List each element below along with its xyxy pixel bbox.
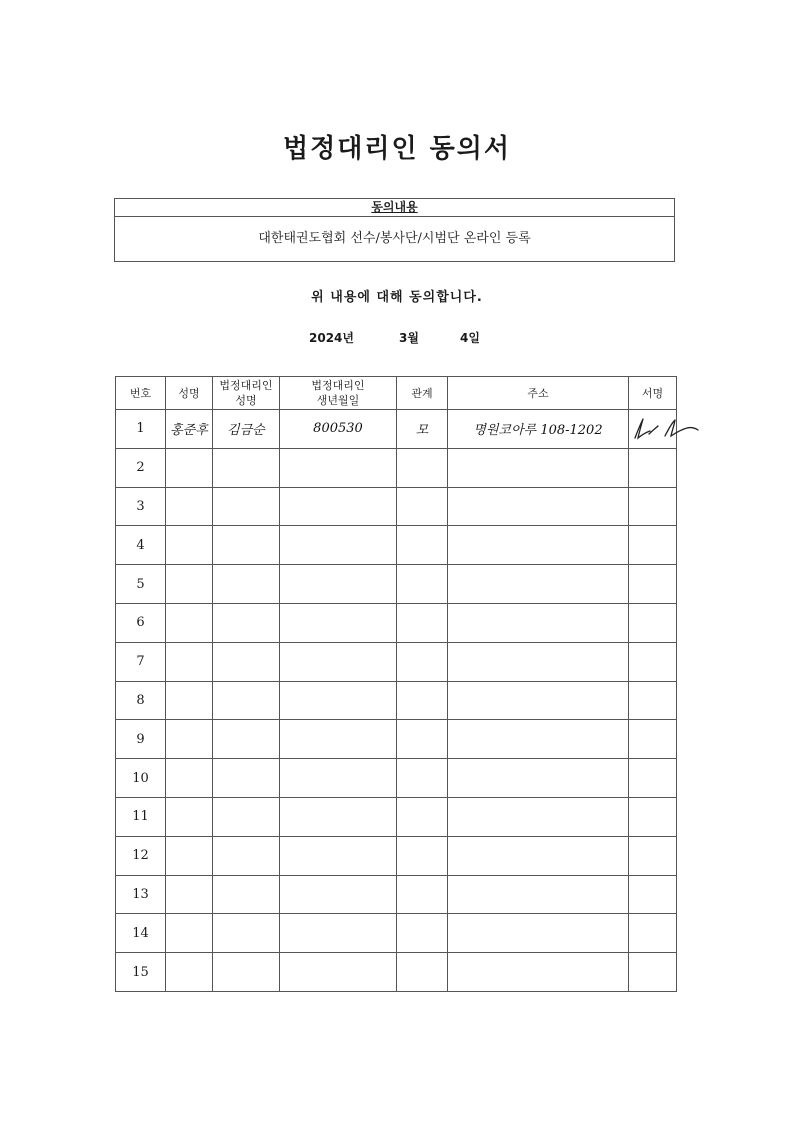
cell-relation [397,565,448,604]
cell-guardian-name [213,759,280,798]
cell-address [448,914,629,953]
cell-address [448,836,629,875]
cell-signature [629,797,677,836]
cell-relation [397,642,448,681]
cell-name [166,642,213,681]
cell-signature [629,603,677,642]
cell-guardian-birth [280,565,397,604]
cell-guardian-name [213,875,280,914]
cell-relation [397,759,448,798]
header-signature: 서명 [629,377,677,410]
cell-no: 10 [116,759,166,798]
cell-relation [397,720,448,759]
cell-name: 홍준후 [166,410,213,449]
cell-no: 12 [116,836,166,875]
cell-signature [629,759,677,798]
table-row [116,953,677,992]
cell-relation [397,448,448,487]
consent-header [115,199,674,217]
cell-no: 8 [116,681,166,720]
cell-name [166,914,213,953]
cell-relation [397,797,448,836]
cell-relation [397,875,448,914]
header-guardian-name-line1: 법정대리인 [219,379,273,392]
cell-name [166,565,213,604]
cell-relation [397,526,448,565]
header-guardian-birth-line1: 법정대리인 [311,379,365,392]
cell-no: 2 [116,448,166,487]
cell-no: 15 [116,953,166,992]
cell-relation: 모 [397,410,448,449]
consent-body: 대한태권도협회 선수/봉사단/시범단 온라인 등록 [258,231,531,246]
header-name: 성명 [166,377,213,410]
table-row [116,759,677,798]
cell-no: 3 [116,487,166,526]
cell-guardian-birth [280,875,397,914]
guardian-table [115,376,677,992]
table-header-row [116,377,677,410]
cell-signature [629,875,677,914]
cell-no: 7 [116,642,166,681]
cell-guardian-birth [280,448,397,487]
cell-no: 5 [116,565,166,604]
table-row [116,681,677,720]
cell-no: 14 [116,914,166,953]
date-day: 4일 [460,331,480,345]
handwritten-signature [629,414,701,444]
document-title: 법정대리인 동의서 [283,134,511,164]
cell-guardian-name [213,526,280,565]
cell-address [448,526,629,565]
header-relation: 관계 [397,377,448,410]
cell-relation [397,953,448,992]
cell-guardian-birth [280,526,397,565]
cell-signature [629,487,677,526]
table-row [116,603,677,642]
cell-guardian-name [213,681,280,720]
consent-box [114,198,675,262]
cell-address [448,603,629,642]
table-row [116,526,677,565]
cell-no: 9 [116,720,166,759]
cell-no: 11 [116,797,166,836]
table-row [116,797,677,836]
cell-address [448,953,629,992]
cell-name [166,759,213,798]
cell-relation [397,836,448,875]
cell-address [448,565,629,604]
cell-name [166,603,213,642]
cell-guardian-name [213,797,280,836]
cell-guardian-birth [280,642,397,681]
cell-guardian-name [213,914,280,953]
table-row [116,487,677,526]
consent-header-label: 동의내용 [371,200,418,214]
table-row [116,642,677,681]
cell-guardian-name [213,565,280,604]
cell-relation [397,487,448,526]
cell-no: 6 [116,603,166,642]
cell-guardian-name [213,487,280,526]
cell-address [448,720,629,759]
cell-guardian-name [213,448,280,487]
cell-relation [397,603,448,642]
table-row [116,720,677,759]
cell-address [448,875,629,914]
cell-guardian-name [213,836,280,875]
cell-address [448,487,629,526]
cell-guardian-birth [280,487,397,526]
cell-signature [629,953,677,992]
cell-no: 4 [116,526,166,565]
header-guardian-name [213,377,280,410]
cell-name [166,448,213,487]
cell-guardian-name [213,953,280,992]
cell-signature [629,720,677,759]
table-row [116,875,677,914]
cell-signature [629,565,677,604]
cell-address [448,448,629,487]
table-row [116,914,677,953]
cell-guardian-name [213,720,280,759]
cell-no: 13 [116,875,166,914]
cell-relation [397,681,448,720]
table-row [116,836,677,875]
cell-relation [397,914,448,953]
cell-signature [629,836,677,875]
cell-guardian-birth [280,681,397,720]
date-month: 3월 [399,331,419,345]
cell-signature [629,410,677,449]
cell-guardian-birth [280,759,397,798]
table-row [116,448,677,487]
cell-guardian-birth [280,797,397,836]
date-year: 2024년 [309,331,354,345]
agree-statement: 위 내용에 대해 동의합니다. [311,290,483,305]
cell-signature [629,448,677,487]
cell-guardian-birth [280,720,397,759]
cell-address [448,642,629,681]
header-guardian-birth-line2: 생년월일 [316,394,360,407]
cell-guardian-name: 김금순 [213,410,280,449]
cell-name [166,720,213,759]
cell-guardian-birth [280,953,397,992]
cell-name [166,836,213,875]
header-address: 주소 [448,377,629,410]
cell-address: 명원코아루 108-1202 [448,410,629,449]
header-guardian-birth [280,377,397,410]
cell-signature [629,914,677,953]
table-row [116,410,677,449]
cell-guardian-birth [280,603,397,642]
cell-signature [629,526,677,565]
header-guardian-name-line2: 성명 [235,394,257,407]
table-row [116,565,677,604]
cell-address [448,759,629,798]
cell-guardian-birth [280,836,397,875]
cell-guardian-name [213,642,280,681]
cell-name [166,875,213,914]
cell-name [166,487,213,526]
cell-guardian-birth [280,914,397,953]
cell-name [166,953,213,992]
header-no: 번호 [116,377,166,410]
cell-name [166,681,213,720]
cell-no: 1 [116,410,166,449]
cell-name [166,797,213,836]
cell-guardian-birth: 800530 [280,410,397,449]
cell-address [448,797,629,836]
cell-guardian-name [213,603,280,642]
cell-name [166,526,213,565]
cell-signature [629,642,677,681]
cell-address [448,681,629,720]
cell-signature [629,681,677,720]
